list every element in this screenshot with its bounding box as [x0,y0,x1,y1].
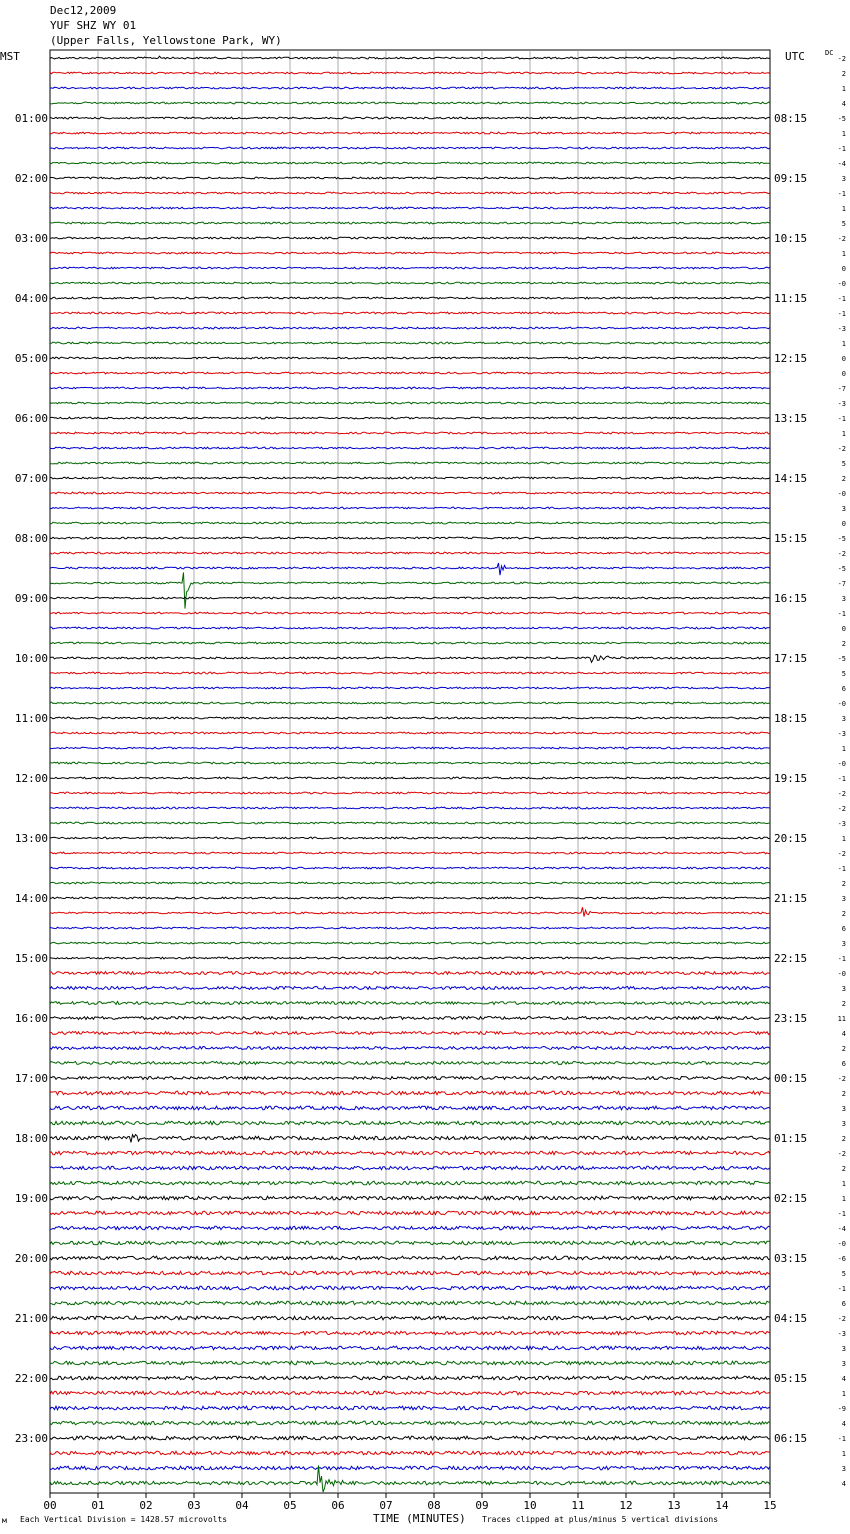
dc-offset-label: 1 [841,1195,846,1203]
seismic-trace [50,1211,770,1215]
x-tick-label: 02 [139,1499,153,1512]
seismic-trace [50,563,770,575]
dc-offset-label: 1 [841,745,846,753]
seismic-trace [50,702,770,704]
dc-offset-label: 1 [841,1450,846,1458]
mst-hour-label: 04:00 [14,292,48,305]
seismic-trace [50,402,770,404]
utc-hour-label: 22:15 [774,952,808,965]
dc-offset-label: 1 [841,1390,846,1398]
seismic-trace [50,1301,770,1305]
dc-offset-label: -5 [837,535,846,543]
dc-offset-label: 5 [841,670,846,678]
dc-offset-label: 5 [841,220,846,228]
mst-hour-label: 06:00 [14,412,48,425]
seismic-trace [50,1106,770,1110]
dc-offset-label: 4 [841,100,846,108]
dc-offset-label: 2 [841,1000,846,1008]
mst-hour-label: 02:00 [14,172,48,185]
seismic-trace [50,687,770,689]
seismic-trace [50,1316,770,1320]
dc-offset-label: -1 [837,295,846,303]
seismic-trace [50,1331,770,1335]
seismic-trace [50,237,770,239]
mst-hour-label: 07:00 [14,472,48,485]
seismic-trace [50,1077,770,1080]
seismic-trace [50,597,770,599]
scale-note: Each Vertical Division = 1428.57 microvolts [20,1515,228,1524]
x-tick-label: 06 [331,1499,345,1512]
seismic-trace [50,312,770,314]
utc-hour-label: 12:15 [774,352,808,365]
seismic-trace [50,417,770,419]
utc-hour-label: 11:15 [774,292,808,305]
seismic-trace [50,867,770,869]
seismic-trace [50,552,770,554]
dc-offset-label: 3 [841,1465,846,1473]
seismic-trace [50,537,770,539]
seismic-trace [50,837,770,839]
dc-offset-label: 4 [841,1480,846,1488]
seismic-trace [50,1465,770,1492]
mst-hour-label: 19:00 [14,1192,48,1205]
seismic-trace [50,807,770,809]
seismic-trace [50,627,770,629]
utc-hour-label: 08:15 [774,112,808,125]
dc-offset-label: 2 [841,880,846,888]
seismic-trace [50,327,770,329]
dc-offset-label: 3 [841,595,846,603]
seismic-trace [50,282,770,284]
seismic-trace [50,1451,770,1455]
seismic-trace [50,87,770,89]
seismic-trace [50,357,770,359]
dc-offset-label: 1 [841,1180,846,1188]
seismic-trace [50,117,770,119]
clip-note: Traces clipped at plus/minus 5 vertical divisions [482,1515,719,1524]
seismic-trace [50,897,770,899]
x-tick-label: 11 [571,1499,585,1512]
seismic-trace [50,927,770,929]
plot-date: Dec12,2009 [50,4,117,17]
mst-hour-label: 17:00 [14,1072,48,1085]
station-location: (Upper Falls, Yellowstone Park, WY) [50,34,282,47]
seismic-trace [50,1286,770,1290]
x-tick-label: 04 [235,1499,249,1512]
dc-offset-label: -1 [837,775,846,783]
mst-hour-label: 21:00 [14,1312,48,1325]
seismic-trace [50,492,770,494]
dc-offset-label: 2 [841,70,846,78]
seismic-trace [50,447,770,449]
seismic-trace [50,1436,770,1440]
dc-offset-label: -4 [837,1225,846,1233]
dc-offset-label: -3 [837,325,846,333]
seismic-trace [50,1166,770,1170]
dc-offset-label: -1 [837,310,846,318]
utc-hour-label: 09:15 [774,172,808,185]
dc-offset-label: -5 [837,115,846,123]
seismic-trace [50,672,770,674]
utc-hour-label: 19:15 [774,772,808,785]
dc-offset-label: -2 [837,1150,846,1158]
mst-hour-label: 13:00 [14,832,48,845]
utc-hour-label: 13:15 [774,412,808,425]
dc-offset-label: 6 [841,1060,846,1068]
seismic-trace [50,1406,770,1410]
x-tick-label: 08 [427,1499,441,1512]
dc-offset-label: -5 [837,565,846,573]
dc-offset-label: -2 [837,445,846,453]
seismic-trace [50,573,770,609]
dc-offset-label: -6 [837,1255,846,1263]
dc-offset-label: 0 [841,370,846,378]
x-tick-label: 15 [763,1499,777,1512]
mst-hour-label: 08:00 [14,532,48,545]
seismic-trace [50,1226,770,1230]
dc-offset-label: 5 [841,460,846,468]
x-tick-label: 03 [187,1499,201,1512]
utc-hour-label: 02:15 [774,1192,808,1205]
dc-offset-label: 1 [841,205,846,213]
x-tick-label: 13 [667,1499,681,1512]
seismic-trace [50,342,770,344]
mst-hour-label: 10:00 [14,652,48,665]
dc-offset-label: -0 [837,280,846,288]
dc-offset-label: -1 [837,1435,846,1443]
seismic-trace [50,387,770,389]
dc-offset-label: 4 [841,1420,846,1428]
utc-hour-label: 10:15 [774,232,808,245]
dc-offset-label: 5 [841,1270,846,1278]
seismic-trace [50,1346,770,1350]
dc-offset-label: -0 [837,760,846,768]
seismic-trace [50,642,770,644]
logo-mark: м [2,1516,7,1525]
dc-offset-label: -2 [837,1315,846,1323]
dc-offset-label: 0 [841,265,846,273]
dc-offset-label: -1 [837,610,846,618]
seismic-trace [50,655,770,662]
utc-hour-label: 01:15 [774,1132,808,1145]
dc-offset-label: 3 [841,175,846,183]
utc-hour-label: 04:15 [774,1312,808,1325]
x-tick-label: 07 [379,1499,393,1512]
utc-hour-label: 15:15 [774,532,808,545]
x-tick-label: 10 [523,1499,537,1512]
dc-offset-label: 2 [841,1165,846,1173]
seismic-trace [50,612,770,614]
mst-hour-label: 20:00 [14,1252,48,1265]
mst-hour-label: 03:00 [14,232,48,245]
utc-hour-label: 03:15 [774,1252,808,1265]
dc-offset-label: -2 [837,235,846,243]
dc-offset-label: -3 [837,820,846,828]
dc-offset-label: 2 [841,910,846,918]
seismic-trace [50,1032,770,1035]
x-axis-label: TIME (MINUTES) [373,1512,466,1525]
mst-hour-label: 14:00 [14,892,48,905]
x-tick-label: 00 [43,1499,57,1512]
seismic-trace [50,162,770,164]
utc-hour-label: 14:15 [774,472,808,485]
seismic-trace [50,1062,770,1065]
dc-offset-label: -1 [837,190,846,198]
utc-label: UTC [785,50,805,63]
utc-hour-label: 23:15 [774,1012,808,1025]
utc-hour-label: 06:15 [774,1432,808,1445]
dc-offset-label: 3 [841,1120,846,1128]
dc-offset-label: -0 [837,490,846,498]
dc-offset-label: 2 [841,1135,846,1143]
x-tick-label: 14 [715,1499,729,1512]
dc-offset-label: 4 [841,1375,846,1383]
dc-offset-label: 1 [841,430,846,438]
dc-offset-label: 3 [841,1105,846,1113]
seismic-trace [50,1017,770,1020]
mst-hour-label: 23:00 [14,1432,48,1445]
dc-offset-label: -2 [837,1075,846,1083]
mst-label: MST [0,50,20,63]
seismic-trace [50,192,770,194]
seismic-trace [50,177,770,179]
dc-offset-label: 3 [841,1360,846,1368]
x-tick-label: 05 [283,1499,297,1512]
dc-offset-label: 1 [841,85,846,93]
seismic-trace [50,432,770,434]
dc-offset-label: -2 [837,550,846,558]
dc-label: DC [825,49,834,57]
dc-offset-label: -1 [837,1285,846,1293]
dc-offset-label: -3 [837,400,846,408]
dc-offset-label: -1 [837,1210,846,1218]
dc-offset-label: -2 [837,850,846,858]
dc-offset-label: -2 [837,805,846,813]
seismic-trace [50,132,770,134]
seismic-trace [50,972,770,975]
seismic-trace [50,372,770,374]
dc-offset-label: -1 [837,865,846,873]
dc-offset-label: -2 [837,55,846,63]
seismic-trace [50,102,770,104]
dc-offset-label: -4 [837,160,846,168]
dc-offset-label: 1 [841,835,846,843]
dc-offset-label: 3 [841,895,846,903]
seismic-trace [50,222,770,224]
seismic-trace [50,822,770,824]
dc-offset-label: -1 [837,145,846,153]
dc-offset-label: -2 [837,790,846,798]
seismic-trace [50,72,770,74]
seismic-trace [50,297,770,299]
dc-offset-label: 6 [841,1300,846,1308]
seismic-trace [50,1121,770,1125]
dc-offset-label: 1 [841,250,846,258]
dc-offset-label: -3 [837,730,846,738]
dc-offset-label: -0 [837,1240,846,1248]
seismic-trace [50,477,770,479]
seismic-trace [50,147,770,149]
x-tick-label: 09 [475,1499,489,1512]
mst-hour-label: 11:00 [14,712,48,725]
dc-offset-label: 4 [841,1030,846,1038]
dc-offset-label: -3 [837,1330,846,1338]
dc-offset-label: 0 [841,355,846,363]
dc-offset-label: 3 [841,505,846,513]
dc-offset-label: -5 [837,655,846,663]
dc-offset-label: -1 [837,415,846,423]
dc-offset-label: 6 [841,925,846,933]
seismic-trace [50,987,770,990]
seismic-trace [50,462,770,464]
dc-offset-label: 3 [841,985,846,993]
utc-hour-label: 16:15 [774,592,808,605]
seismic-trace [50,717,770,719]
seismic-trace [50,1256,770,1260]
seismic-trace [50,1181,770,1185]
utc-hour-label: 00:15 [774,1072,808,1085]
seismic-trace [50,56,770,59]
dc-offset-label: 0 [841,520,846,528]
dc-offset-label: 3 [841,715,846,723]
seismic-trace [50,1361,770,1365]
dc-offset-label: 11 [837,1015,846,1023]
seismic-trace [50,747,770,749]
utc-hour-label: 18:15 [774,712,808,725]
seismic-trace [50,1151,770,1155]
seismic-trace [50,1002,770,1005]
seismic-trace [50,957,770,959]
seismic-trace [50,267,770,269]
seismic-trace [50,1376,770,1380]
dc-offset-label: -9 [837,1405,846,1413]
mst-hour-label: 09:00 [14,592,48,605]
seismic-trace [50,1271,770,1275]
utc-hour-label: 20:15 [774,832,808,845]
seismic-trace [50,792,770,794]
x-tick-label: 01 [91,1499,105,1512]
mst-hour-label: 16:00 [14,1012,48,1025]
dc-offset-label: 6 [841,685,846,693]
dc-offset-label: 3 [841,940,846,948]
x-tick-label: 12 [619,1499,633,1512]
dc-offset-label: 1 [841,130,846,138]
dc-offset-label: 2 [841,1045,846,1053]
seismic-trace [50,1135,770,1143]
dc-offset-label: 0 [841,625,846,633]
station-code: YUF SHZ WY 01 [50,19,137,32]
seismic-trace [50,942,770,944]
dc-offset-label: -1 [837,955,846,963]
seismic-trace [50,507,770,509]
seismic-trace [50,1391,770,1395]
dc-offset-label: 2 [841,1090,846,1098]
dc-offset-label: -7 [837,580,846,588]
seismic-trace [50,852,770,854]
dc-offset-label: 2 [841,475,846,483]
dc-offset-label: 3 [841,1345,846,1353]
dc-offset-label: -0 [837,970,846,978]
mst-hour-label: 05:00 [14,352,48,365]
mst-hour-label: 01:00 [14,112,48,125]
seismic-trace [50,732,770,734]
seismic-trace [50,1421,770,1425]
seismic-trace [50,1196,770,1200]
mst-hour-label: 22:00 [14,1372,48,1385]
utc-hour-label: 05:15 [774,1372,808,1385]
seismic-trace [50,907,770,916]
dc-offset-label: 2 [841,640,846,648]
utc-hour-label: 17:15 [774,652,808,665]
mst-hour-label: 18:00 [14,1132,48,1145]
dc-offset-label: -0 [837,700,846,708]
mst-hour-label: 15:00 [14,952,48,965]
dc-offset-label: -7 [837,385,846,393]
dc-offset-label: 1 [841,340,846,348]
seismic-trace [50,777,770,779]
seismic-trace [50,252,770,254]
seismic-trace [50,1241,770,1245]
seismic-trace [50,1091,770,1095]
mst-hour-label: 12:00 [14,772,48,785]
utc-hour-label: 21:15 [774,892,808,905]
seismic-trace [50,1466,770,1470]
seismic-trace [50,522,770,524]
seismic-trace [50,882,770,884]
seismic-trace [50,762,770,764]
plot-frame [50,50,770,1493]
seismic-trace [50,207,770,209]
seismic-trace [50,1047,770,1050]
